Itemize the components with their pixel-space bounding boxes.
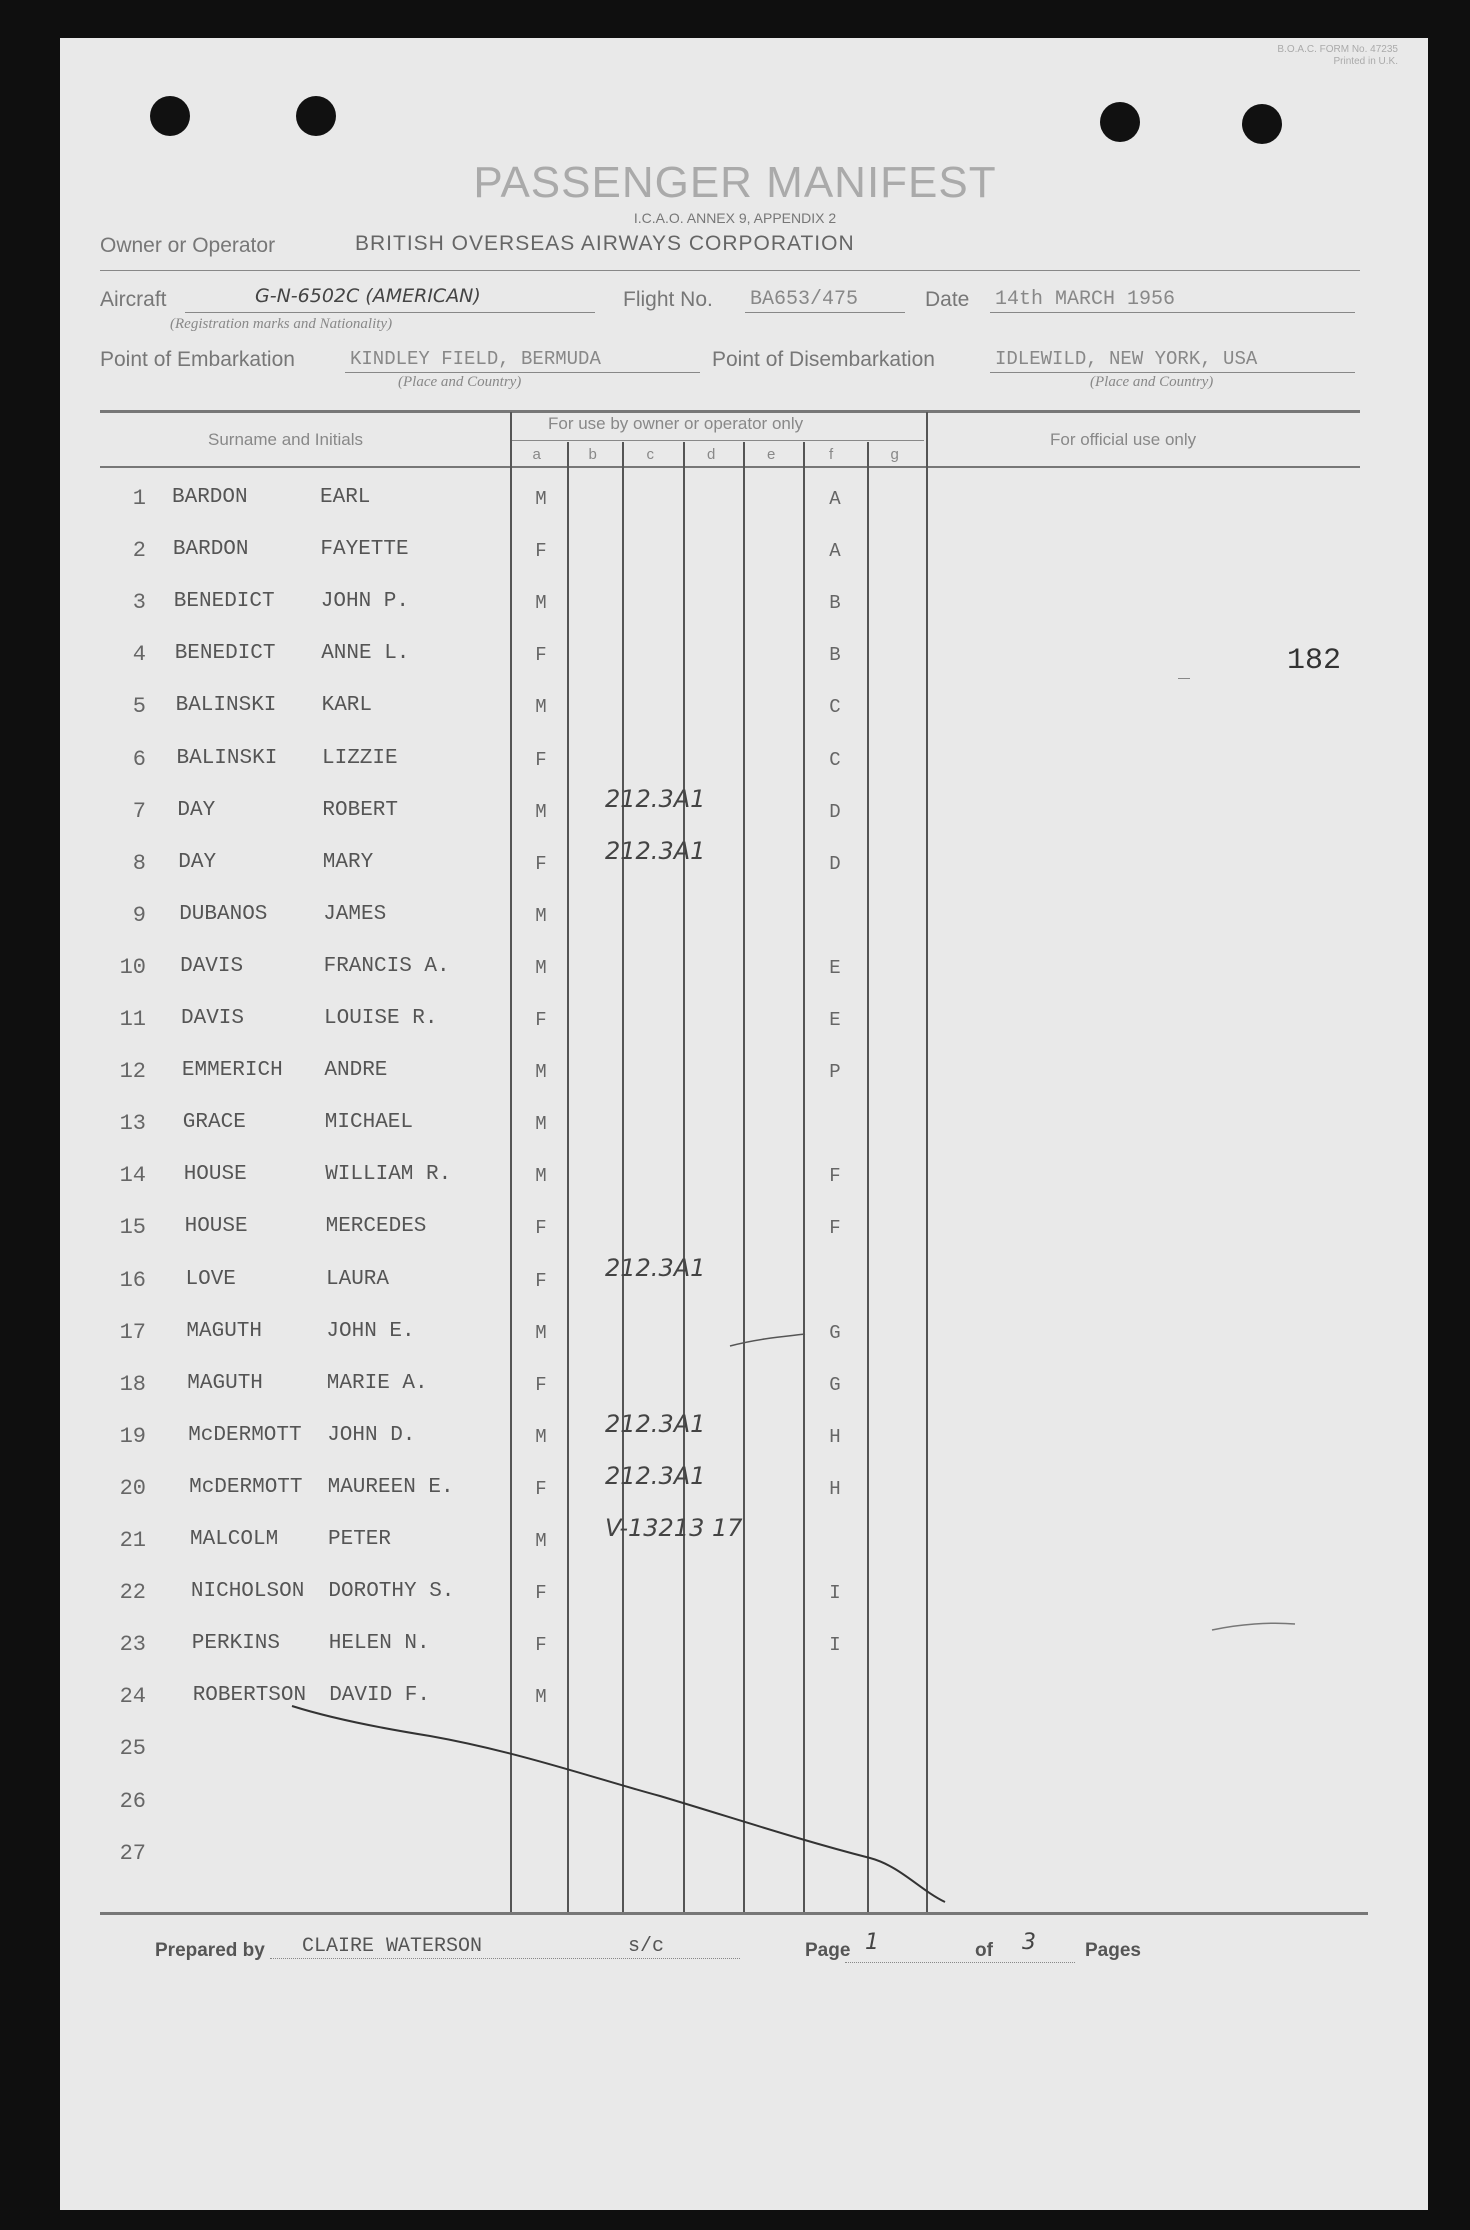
row-number: 17 bbox=[119, 1319, 146, 1345]
prepared-underline bbox=[270, 1958, 740, 1959]
table-bottom-rule bbox=[100, 1912, 1368, 1915]
handwritten-note: V-13213 17 bbox=[605, 1514, 743, 1542]
passenger-sex: F bbox=[535, 540, 547, 563]
passenger-surname: DAVIS bbox=[181, 1007, 245, 1030]
passenger-sex: M bbox=[535, 1061, 547, 1084]
passenger-sex: M bbox=[535, 956, 547, 979]
passenger-sex: M bbox=[535, 1321, 547, 1344]
passenger-given-name: LAURA bbox=[326, 1267, 390, 1291]
owner-label: Owner or Operator bbox=[100, 234, 276, 257]
passenger-surname: EMMERICH bbox=[181, 1059, 283, 1083]
passenger-given-name: WILLIAM R. bbox=[325, 1163, 452, 1187]
column-f-code: A bbox=[829, 540, 841, 563]
prepared-label: Prepared by bbox=[155, 1940, 265, 1961]
row-number: 2 bbox=[132, 538, 146, 564]
passenger-sex: M bbox=[535, 1530, 547, 1552]
passenger-surname: BARDON bbox=[172, 486, 248, 509]
passenger-sex: M bbox=[535, 1686, 547, 1709]
passenger-surname: DAVIS bbox=[180, 954, 244, 978]
passenger-surname: DAY bbox=[178, 850, 217, 874]
passenger-given-name: DOROTHY S. bbox=[328, 1580, 455, 1604]
row-number: 23 bbox=[119, 1632, 146, 1658]
passenger-surname: BALINSKI bbox=[176, 746, 278, 770]
owner-value: BRITISH OVERSEAS AIRWAYS CORPORATION bbox=[355, 232, 855, 255]
row-number: 19 bbox=[119, 1423, 146, 1449]
official-number: 182 bbox=[1287, 644, 1342, 678]
passenger-surname: PERKINS bbox=[191, 1632, 281, 1656]
column-f-code: A bbox=[829, 488, 841, 510]
handwritten-note: 212.3A1 bbox=[605, 836, 706, 865]
column-f-code: E bbox=[829, 956, 841, 979]
embark-note: (Place and Country) bbox=[398, 374, 522, 390]
passenger-given-name: MAUREEN E. bbox=[327, 1475, 454, 1499]
row-number: 27 bbox=[119, 1840, 146, 1866]
handwritten-note: 212.3A1 bbox=[605, 784, 706, 813]
row-number: 21 bbox=[119, 1528, 146, 1553]
passenger-surname: MAGUTH bbox=[187, 1371, 263, 1395]
column-f-code: C bbox=[829, 696, 841, 719]
page-title: PASSENGER MANIFEST bbox=[473, 158, 997, 207]
passenger-given-name: LIZZIE bbox=[322, 746, 398, 770]
passenger-given-name: MERCEDES bbox=[325, 1215, 427, 1239]
passenger-given-name: HELEN N. bbox=[328, 1632, 430, 1656]
page-label: Page bbox=[805, 1940, 851, 1961]
passenger-surname: BARDON bbox=[172, 538, 249, 562]
passenger-sex: F bbox=[535, 1634, 547, 1657]
passenger-surname: HOUSE bbox=[184, 1215, 248, 1239]
passenger-sex: M bbox=[535, 696, 547, 719]
passenger-sex: M bbox=[535, 904, 547, 927]
passenger-sex: F bbox=[535, 1217, 547, 1240]
printed-in-text: Printed in U.K. bbox=[1333, 56, 1398, 67]
column-f-code: C bbox=[829, 748, 841, 771]
passenger-surname: MALCOLM bbox=[190, 1528, 279, 1551]
embark-label: Point of Embarkation bbox=[100, 348, 295, 371]
passenger-surname: MAGUTH bbox=[186, 1319, 263, 1343]
column-f-code: P bbox=[829, 1061, 841, 1084]
row-number: 22 bbox=[119, 1580, 146, 1606]
surname-header: Surname and Initials bbox=[208, 430, 363, 449]
prepared-value: CLAIRE WATERSON bbox=[302, 1935, 483, 1958]
passenger-sex: M bbox=[535, 1425, 547, 1448]
date-value: 14th MARCH 1956 bbox=[995, 288, 1176, 311]
subcolumn-header-g: g bbox=[890, 446, 899, 463]
aircraft-note: (Registration marks and Nationality) bbox=[170, 316, 393, 332]
row-number: 4 bbox=[132, 642, 146, 668]
disembark-label: Point of Disembarkation bbox=[712, 348, 935, 371]
column-f-code: B bbox=[829, 644, 841, 667]
passenger-given-name: FAYETTE bbox=[320, 538, 409, 562]
row-number: 7 bbox=[132, 798, 146, 824]
operator-header: For use by owner or operator only bbox=[548, 414, 804, 433]
passenger-surname: McDERMOTT bbox=[188, 1423, 302, 1447]
subcolumn-header-e: e bbox=[767, 446, 776, 463]
handwritten-note: 212.3A1 bbox=[605, 1253, 706, 1282]
passenger-given-name: FRANCIS A. bbox=[323, 954, 450, 978]
passenger-sex: F bbox=[535, 748, 547, 771]
flight-value: BA653/475 bbox=[750, 288, 859, 311]
page-subtitle: I.C.A.O. ANNEX 9, APPENDIX 2 bbox=[633, 210, 837, 226]
handwritten-note: 212.3A1 bbox=[605, 1409, 706, 1438]
passenger-given-name: JOHN E. bbox=[326, 1319, 415, 1343]
passenger-sex: M bbox=[535, 592, 547, 615]
row-number: 26 bbox=[119, 1788, 146, 1814]
passenger-surname: BALINSKI bbox=[175, 694, 277, 718]
disembark-value: IDLEWILD, NEW YORK, USA bbox=[995, 348, 1258, 370]
row-number: 24 bbox=[119, 1684, 146, 1710]
passenger-surname: LOVE bbox=[185, 1267, 236, 1291]
passenger-given-name: DAVID F. bbox=[329, 1684, 431, 1708]
passenger-surname: DAY bbox=[177, 798, 216, 822]
passenger-sex: F bbox=[535, 1009, 547, 1031]
column-f-code: I bbox=[829, 1634, 841, 1657]
column-f-code: I bbox=[829, 1582, 841, 1605]
passenger-given-name: MARY bbox=[322, 850, 374, 874]
passenger-given-name: PETER bbox=[328, 1528, 392, 1551]
row-number: 13 bbox=[119, 1111, 146, 1137]
passenger-surname: NICHOLSON bbox=[190, 1580, 305, 1604]
handwritten-note: 212.3A1 bbox=[605, 1461, 706, 1490]
column-f-code: H bbox=[829, 1477, 841, 1500]
subcolumn-header-f: f bbox=[829, 446, 834, 463]
row-number: 8 bbox=[132, 850, 146, 876]
passenger-given-name: ANNE L. bbox=[321, 642, 410, 666]
passenger-given-name: KARL bbox=[321, 694, 373, 718]
column-f-code: F bbox=[829, 1217, 841, 1240]
passenger-surname: ROBERTSON bbox=[192, 1684, 307, 1708]
subcolumn-header-a: a bbox=[532, 446, 541, 463]
column-f-code: E bbox=[829, 1009, 841, 1031]
passenger-surname: DUBANOS bbox=[179, 902, 268, 926]
passenger-sex: F bbox=[535, 1582, 547, 1605]
passenger-sex: M bbox=[535, 800, 547, 823]
passenger-sex: M bbox=[535, 1113, 547, 1136]
passenger-surname: BENEDICT bbox=[173, 590, 275, 614]
row-number: 20 bbox=[119, 1475, 146, 1501]
subcolumn-header-d: d bbox=[707, 446, 716, 463]
row-number: 14 bbox=[119, 1163, 146, 1189]
page-underline bbox=[845, 1962, 1075, 1963]
form-number-text: B.O.A.C. FORM No. 47235 bbox=[1277, 44, 1398, 55]
aircraft-label: Aircraft bbox=[100, 288, 167, 311]
passenger-sex: F bbox=[535, 1373, 547, 1396]
aircraft-value: G-N-6502C (AMERICAN) bbox=[255, 285, 481, 307]
row-number: 12 bbox=[119, 1059, 146, 1085]
row-number: 9 bbox=[132, 902, 146, 928]
row-number: 6 bbox=[132, 746, 146, 772]
passenger-surname: BENEDICT bbox=[174, 642, 276, 666]
column-f-code: G bbox=[829, 1373, 841, 1396]
subcolumn-header-b: b bbox=[588, 446, 597, 463]
passenger-sex: F bbox=[535, 1477, 547, 1500]
row-number: 16 bbox=[119, 1267, 146, 1293]
total-pages: 3 bbox=[1022, 1930, 1036, 1955]
column-f-code: G bbox=[829, 1321, 841, 1344]
pages-label: Pages bbox=[1085, 1940, 1141, 1961]
passenger-surname: GRACE bbox=[182, 1111, 246, 1135]
flight-label: Flight No. bbox=[623, 288, 713, 311]
subcolumn-header-c: c bbox=[646, 446, 654, 463]
prepared-suffix: s/c bbox=[628, 1935, 665, 1958]
row-number: 5 bbox=[132, 694, 146, 720]
passenger-given-name: JOHN D. bbox=[327, 1423, 416, 1447]
passenger-given-name: EARL bbox=[320, 486, 371, 509]
row-number: 10 bbox=[119, 954, 146, 980]
row-number: 3 bbox=[132, 590, 146, 616]
column-f-code: B bbox=[829, 592, 841, 615]
date-label: Date bbox=[925, 288, 970, 311]
passenger-given-name: LOUISE R. bbox=[324, 1007, 438, 1030]
column-f-code: D bbox=[829, 800, 841, 823]
row-number: 18 bbox=[119, 1371, 146, 1397]
passenger-sex: F bbox=[535, 644, 547, 667]
passenger-given-name: MARIE A. bbox=[326, 1371, 428, 1395]
official-header: For official use only bbox=[1050, 430, 1197, 449]
row-number: 25 bbox=[119, 1736, 146, 1762]
passenger-given-name: ROBERT bbox=[322, 798, 399, 822]
passenger-sex: F bbox=[535, 1269, 547, 1292]
passenger-surname: HOUSE bbox=[183, 1163, 247, 1187]
of-label: of bbox=[975, 1940, 993, 1961]
column-f-code: H bbox=[829, 1425, 841, 1448]
row-number: 15 bbox=[119, 1215, 146, 1241]
passenger-given-name: JAMES bbox=[323, 902, 387, 926]
passenger-given-name: JOHN P. bbox=[320, 590, 410, 614]
passenger-surname: McDERMOTT bbox=[189, 1475, 303, 1499]
passenger-sex: M bbox=[535, 488, 547, 510]
passenger-given-name: MICHAEL bbox=[324, 1111, 414, 1135]
column-f-code: F bbox=[829, 1165, 841, 1188]
passenger-sex: F bbox=[535, 852, 547, 875]
embark-value: KINDLEY FIELD, BERMUDA bbox=[350, 348, 601, 370]
column-f-code: D bbox=[829, 852, 841, 875]
row-number: 1 bbox=[132, 486, 146, 511]
row-number: 11 bbox=[119, 1007, 146, 1032]
passenger-given-name: ANDRE bbox=[324, 1059, 388, 1083]
page-value: 1 bbox=[865, 1930, 879, 1955]
disembark-note: (Place and Country) bbox=[1090, 374, 1214, 390]
passenger-sex: M bbox=[535, 1165, 547, 1188]
